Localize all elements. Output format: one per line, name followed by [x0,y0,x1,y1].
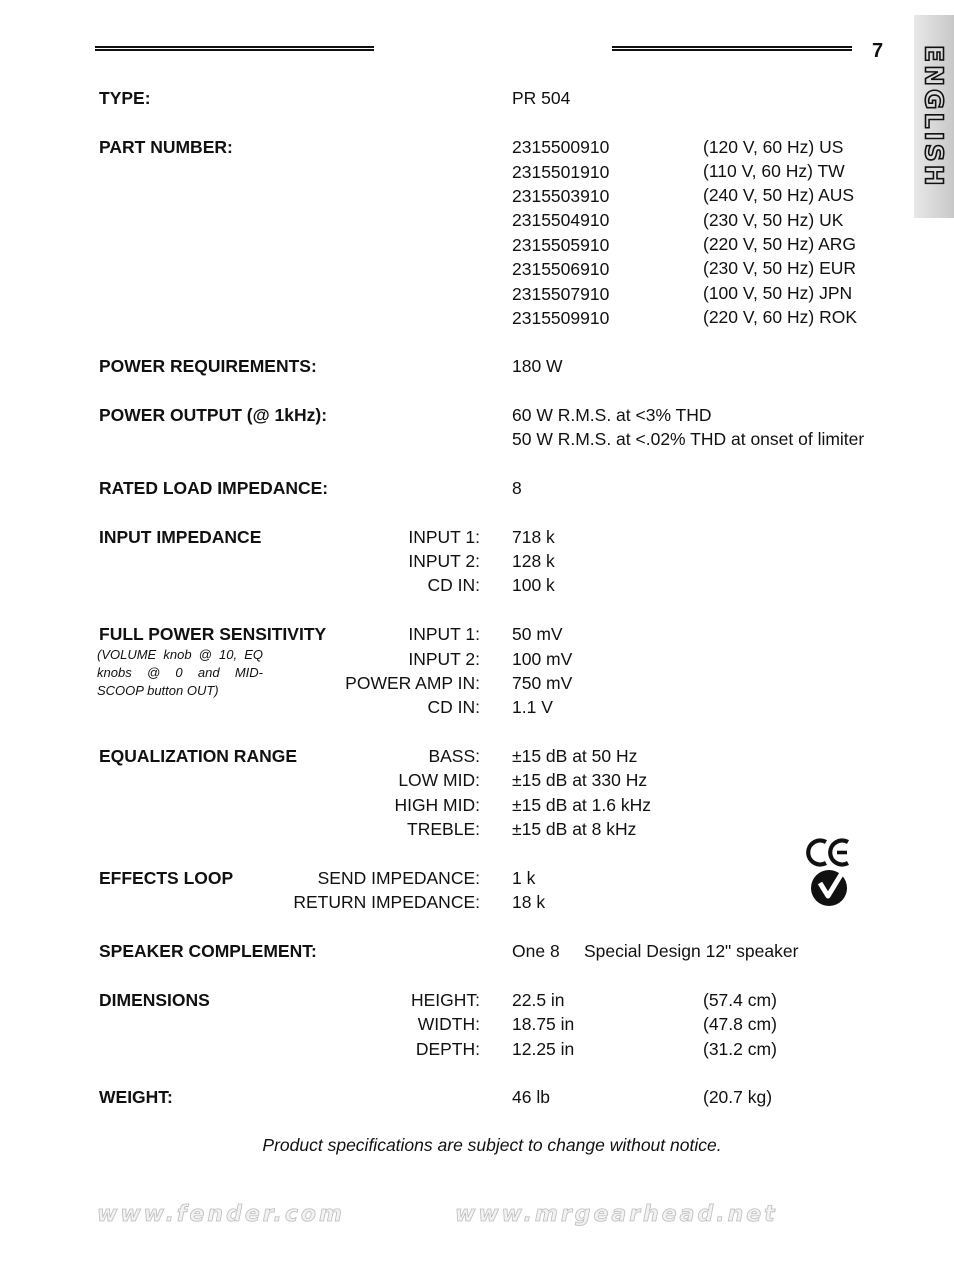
type-value: PR 504 [512,88,571,108]
effects-loop-label: EFFECTS LOOP [99,868,234,888]
part-number-region: (110 V, 60 Hz) TW [703,161,845,181]
eq-band-value: ±15 dB at 1.6 kHz [512,795,651,815]
input-impedance-sublabel: CD IN: [427,575,480,595]
input-impedance-sublabel: INPUT 2: [408,551,480,571]
sensitivity-value: 100 mV [512,649,573,669]
header-rule-right [612,46,852,51]
power-output-value: 60 W R.M.S. at <3% THD [512,405,712,425]
dimension-sublabel: DEPTH: [415,1039,480,1059]
eq-band-value: ±15 dB at 50 Hz [512,746,638,766]
input-impedance-value: 718 k [512,527,555,547]
speaker-description: Special Design 12" speaker [584,941,799,961]
dimension-value: 18.75 in [512,1014,575,1034]
rated-load-label: RATED LOAD IMPEDANCE: [99,478,329,498]
power-output-value: 50 W R.M.S. at <.02% THD at onset of limiter [512,429,865,449]
dimension-sublabel: WIDTH: [417,1014,480,1034]
dimension-sublabel: HEIGHT: [410,990,480,1010]
input-impedance-sublabel: INPUT 1: [408,527,480,547]
part-number: 2315500910 [512,137,610,157]
part-number-region: (240 V, 50 Hz) AUS [703,185,855,205]
watermark-fender-url: www.fender.com [97,1202,345,1227]
eq-band-label: TREBLE: [407,819,480,839]
sensitivity-sublabel: POWER AMP IN: [345,673,480,693]
weight-value: 46 lb [512,1087,550,1107]
eq-band-value: ±15 dB at 330 Hz [512,770,648,790]
part-number-region: (230 V, 50 Hz) UK [703,210,844,230]
part-number-region: (220 V, 60 Hz) ROK [703,307,858,327]
rated-load-value: 8 [512,478,522,498]
input-impedance-value: 128 k [512,551,555,571]
part-number: 2315501910 [512,162,610,182]
input-impedance-value: 100 k [512,575,555,595]
speaker-label: SPEAKER COMPLEMENT: [99,941,317,961]
sensitivity-sublabel: CD IN: [427,697,480,717]
watermark-mrgearhead-url: www.mrgearhead.net [455,1202,778,1227]
part-number: 2315505910 [512,235,610,255]
dimension-value: 22.5 in [512,990,565,1010]
dimension-metric: (57.4 cm) [703,990,777,1010]
type-label: TYPE: [99,88,151,108]
language-tab-label: ENGLISH [919,44,949,189]
sensitivity-note: (VOLUME knob @ 10, EQ knobs @ 0 and MID-SCOOP button OUT) [97,647,263,698]
weight-label: WEIGHT: [99,1087,173,1107]
power-requirements-label: POWER REQUIREMENTS: [99,356,317,376]
part-number-region: (230 V, 50 Hz) EUR [703,258,857,278]
dimensions-label: DIMENSIONS [99,990,210,1010]
effects-loop-value: 18 k [512,892,546,912]
sensitivity-sublabel: INPUT 1: [408,624,480,644]
weight-metric: (20.7 kg) [703,1087,773,1107]
dimension-value: 12.25 in [512,1039,575,1059]
part-number: 2315504910 [512,210,610,230]
power-requirements-value: 180 W [512,356,563,376]
effects-loop-sublabel: SEND IMPEDANCE: [317,868,480,888]
specs-disclaimer: Product specifications are subject to change without notice. [262,1135,722,1155]
part-number-region: (220 V, 50 Hz) ARG [703,234,857,254]
part-number: 2315509910 [512,308,610,328]
dimension-metric: (47.8 cm) [703,1014,777,1034]
ce-mark-icon [808,841,848,865]
effects-loop-sublabel: RETURN IMPEDANCE: [293,892,480,912]
header-rule-left [95,46,374,51]
eq-band-label: LOW MID: [398,770,480,790]
sensitivity-value: 750 mV [512,673,573,693]
language-tab [914,15,954,218]
eq-band-label: HIGH MID: [394,795,480,815]
compliance-marks [806,836,854,908]
power-output-label: POWER OUTPUT (@ 1kHz): [99,405,328,425]
sensitivity-value: 50 mV [512,624,563,644]
input-impedance-label: INPUT IMPEDANCE [99,527,262,547]
eq-band-label: BASS: [428,746,480,766]
sensitivity-sublabel: INPUT 2: [408,649,480,669]
sensitivity-value: 1.1 V [512,697,553,717]
part-number: 2315506910 [512,259,610,279]
page-number: 7 [872,40,884,62]
dimension-metric: (31.2 cm) [703,1039,777,1059]
part-number: 2315507910 [512,284,610,304]
speaker-value: One 8 [512,941,560,961]
part-number-label: PART NUMBER: [99,137,233,157]
part-number-region: (100 V, 50 Hz) JPN [703,283,853,303]
eq-band-value: ±15 dB at 8 kHz [512,819,637,839]
c-tick-icon [811,870,847,906]
effects-loop-value: 1 k [512,868,536,888]
eq-range-label: EQUALIZATION RANGE [99,746,298,766]
sensitivity-label: FULL POWER SENSITIVITY [99,624,327,644]
part-number: 2315503910 [512,186,610,206]
part-number-region: (120 V, 60 Hz) US [703,137,844,157]
